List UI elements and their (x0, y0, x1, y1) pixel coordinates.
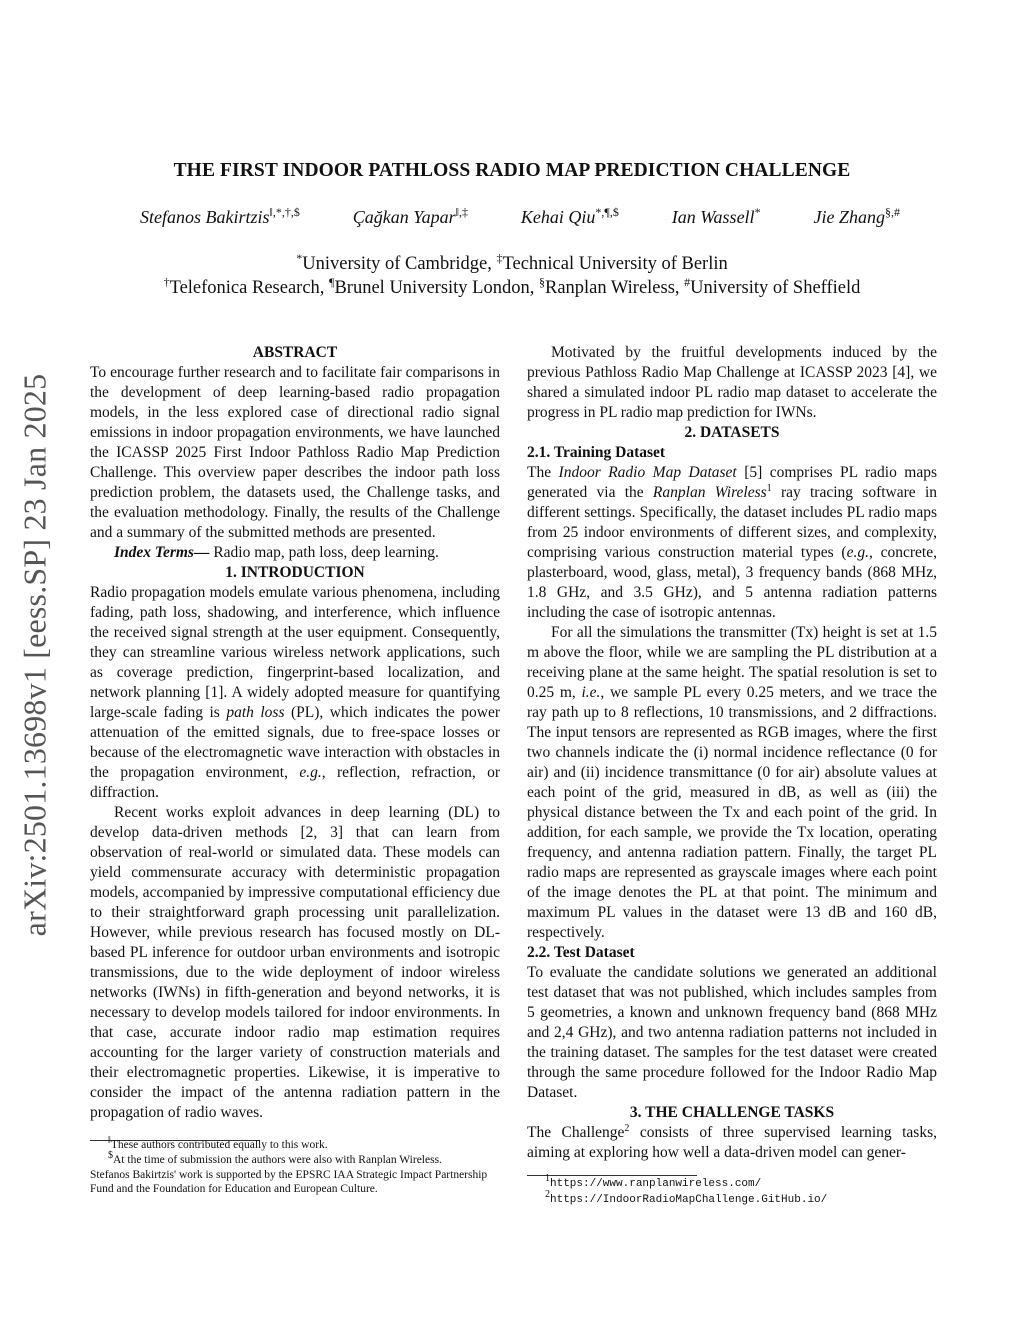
affiliations-line-2: †Telefonica Research, ¶Brunel University London, §Ranplan Wireless, #University of Sheffield (163, 274, 861, 298)
intro-paragraph-2: Recent works exploit advances in deep learning (DL) to develop data-driven methods [2, 3] that can learn from observation of real-world or simulated data. These models can yield commensurate accuracy with deterministic propagation models, accompanied by impressive computational efficiency due to their straightforward graph processing unit parallelization. However, while previous research has focused mostly on DL-based PL inference for outdoor urban environments and isotropic transmissions, due to the wide deployment of indoor wireless networks (IWNs) in fifth-generation and beyond networks, it is necessary to develop models tailored for indoor environments. In that case, accurate indoor radio map estimation requires accounting for the larger variety of construction materials and their electromagnetic properties. Likewise, it is imperative to consider the impact of the antenna radiation pattern in the propagation of radio waves. (90, 804, 500, 1121)
abstract-heading: ABSTRACT (252, 344, 338, 361)
author: Stefanos Bakirtzis‖,*,†,$ (140, 205, 300, 227)
author: Jie Zhang§,# (813, 205, 900, 227)
motivation-paragraph: Motivated by the fruitful developments induced by the previous Pathloss Radio Map Challenge at ICASSP 2023 [4], we shared a simulated indoor PL radio map dataset to accelerate the progress in PL radio map prediction for IWNs. (527, 344, 937, 421)
left-footnotes (90, 1135, 500, 1197)
author-list (140, 207, 900, 228)
footnote: $^1$https://www.ranplanwireless.com/ (545, 1173, 762, 1190)
test-paragraph: To evaluate the candidate solutions we generated an additional test dataset that was not published, which includes samples from 5 geometries, a known and unknown frequency band (868 MHz and 2,4 GHz), and two antenna radiation patterns not included in the training dataset. The samples for the test dataset were created through the same procedure followed for the Indoor Radio Map Dataset. (527, 964, 937, 1101)
left-column (90, 343, 500, 1123)
author: Ian Wassell* (671, 205, 761, 227)
right-footnotes (527, 1173, 937, 1208)
abstract-text: To encourage further research and to facilitate fair comparisons in the development of deep learning-based radio propagation models, in the less explored case of directional radio signal emissions in indoor propagation environments, we have launched the ICASSP 2025 First Indoor Pathloss Radio Map Prediction Challenge. This overview paper describes the indoor path loss prediction problem, the datasets used, the Challenge tasks, and the evaluation methodology. Finally, the results of the Challenge and a summary of the submitted methods are presented. (90, 364, 500, 541)
training-dataset-heading: 2.1. Training Dataset (527, 444, 666, 461)
challenge-tasks-heading: 3. THE CHALLENGE TASKS (629, 1104, 835, 1121)
footnote: ‖These authors contributed equally to this work. (108, 1135, 328, 1151)
index-terms: Index Terms— Radio map, path loss, deep learning. (114, 544, 439, 561)
datasets-heading: 2. DATASETS (684, 424, 780, 441)
training-paragraph-2: For all the simulations the transmitter (Tx) height is set at 1.5 m above the floor, while we are sampling the PL distribution at a receiving plane at the same height. The spatial resolution is set to 0.25 m, i.e., we sample PL every 0.25 meters, and we trace the ray path up to 8 reflections, 10 transmissions, and 2 diffractions. The input tensors are represented as RGB images, where the first two channels indicate the (i) normal incidence reflectance (0 for air) and (ii) incidence transmittance (0 for air) absolute values at each point of the grid, measured in dB, as well as (iii) the physical distance between the Tx and each point of the grid. In addition, for each sample, we provide the Tx location, operating frequency, and antenna radiation pattern. Finally, the target PL radio maps are represented as grayscale images where each point of the image denotes the PL at that point. The minimum and maximum PL values in the dataset were 13 dB and 160 dB, respectively. (527, 624, 937, 941)
affiliations-line-1: *University of Cambridge, ‡Technical University of Berlin (296, 250, 728, 274)
footnote: $At the time of submission the authors were also with Ranplan Wireless. (108, 1150, 442, 1166)
paper-title: THE FIRST INDOOR PATHLOSS RADIO MAP PREDICTION CHALLENGE (173, 160, 851, 181)
footnote: $^2$https://IndoorRadioMapChallenge.GitHub.io/ (545, 1189, 828, 1206)
footnote: Stefanos Bakirtzis' work is supported by the EPSRC IAA Strategic Impact Partnership Fund and the Foundation for Education and European Culture. (90, 1169, 488, 1195)
tasks-paragraph: The Challenge$^2$ consists of three supervised learning tasks, aiming at exploring how well a data-driven model can gener- (527, 1122, 937, 1161)
test-dataset-heading: 2.2. Test Dataset (527, 944, 635, 961)
training-paragraph-1: The Indoor Radio Map Dataset [5] comprises PL radio maps generated via the Ranplan Wireless$^1$ ray tracing software in different settings. Specifically, the dataset includes PL radio maps from 25 indoor environments of different sizes, and complexity, comprising various construction material types (e.g., concrete, plasterboard, wood, glass, metal), 3 frequency bands (868 MHz, 1.8 GHz, and 3.5 GHz), and 5 antenna radiation patterns including the case of isotropic antennas. (527, 464, 937, 621)
author: Kehai Qiu*,¶,$ (520, 205, 619, 227)
intro-paragraph-1: Radio propagation models emulate various phenomena, including fading, path loss, shadowing, and interference, which influence the received signal strength at the user equipment. Consequently, they can streamline various wireless network applications, such as coverage prediction, fingerprint-based localization, and network planning [1]. A widely adopted measure for quantifying large-scale fading is path loss (PL), which indicates the power attenuation of the emitted signals, due to free-space losses or because of the electromagnetic wave interaction with obstacles in the propagation environment, e.g., reflection, refraction, or diffraction. (90, 584, 501, 801)
introduction-heading: 1. INTRODUCTION (225, 564, 365, 581)
arxiv-identifier: arXiv:2501.13698v1 [eess.SP] 23 Jan 2025 (16, 373, 53, 937)
author: Çağkan Yapar‖,‡ (352, 205, 468, 227)
right-column (527, 343, 937, 1163)
